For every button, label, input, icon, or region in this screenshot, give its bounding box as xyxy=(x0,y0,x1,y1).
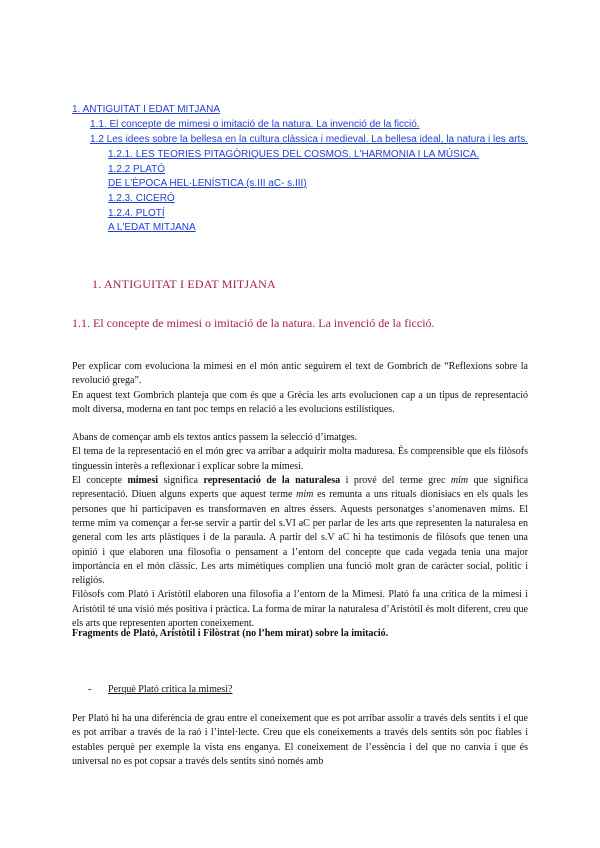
toc-link-1-1[interactable]: 1.1. El concepte de mimesi o imitació de la natura. La invenció de la ficció. xyxy=(90,119,420,130)
paragraph-plato-aristotil: Filòsofs com Plató i Aristòtil elaboren una filosofia a l’entorn de la Mimesi. Plató fa una crítica de la mimesi i Aristòtil té una visió més positiva i pràctica. La forma de mirar la naturalesa d’Aristòtil és molt diferent, creu que els arts que representen aporten coneixement. xyxy=(72,589,528,630)
toc-link-edat-mitjana[interactable]: A L'EDAT MITJANA xyxy=(108,222,196,233)
paragraph-mimesi-concept xyxy=(72,474,528,588)
table-of-contents xyxy=(72,104,532,234)
body-text-2 xyxy=(72,712,528,769)
bullet-dash: - xyxy=(88,684,92,695)
text-run: i prové del terme grec xyxy=(340,475,451,487)
toc-link-1-2-4[interactable]: 1.2.4. PLOTÍ xyxy=(108,208,165,219)
toc-link-1-2-3[interactable]: 1.2.3. CICERÓ xyxy=(108,193,175,204)
toc-link-1-2[interactable]: 1.2 Les idees sobre la bellesa en la cultura clàssica i medieval. La bellesa ideal, la natura i les arts. xyxy=(90,134,529,145)
term-mimesi: mimesi xyxy=(127,475,158,487)
bullet-question xyxy=(88,684,232,695)
text-run: significa xyxy=(157,475,204,487)
paragraph-images: Abans de començar amb els textos antics passem la selecció d’imatges. xyxy=(72,432,358,444)
term-mim: mim xyxy=(450,475,469,487)
term-mim-2: mim xyxy=(296,489,314,501)
toc-link-hellenistic[interactable]: DE L'ÈPOCA HEL·LENÍSTICA (s.III aC- s.III) xyxy=(108,178,307,189)
toc-link-1[interactable]: 1. ANTIGUITAT I EDAT MITJANA xyxy=(72,104,220,115)
question-text: Perquè Plató critica la mimesi? xyxy=(108,684,233,695)
body-text xyxy=(72,360,528,631)
heading-1: 1. ANTIGUITAT I EDAT MITJANA xyxy=(92,277,276,291)
text-run: es remunta a uns rituals dionisiacs en els quals les persones que hi participaven es transformaven en altres éssers. Aquests personatges s’anomenaven mims. El terme mim va començar a fer-se servir a partir del s.VI aC per parlar de les arts que representen la naturalesa en general com les arts plàstiques i de la paraula. A partir del s.V aC hi ha testimonis de filòsofs que tenen una opinió i que elaboren una filosofia o pensament a l’entorn del concepte que cada vegada tenia una major importància en el món clàssic. Les arts mimètiques complien una funció molt gran de caràcter social, polític i religiós. xyxy=(72,489,528,587)
text-run: que significa representació. Diuen alguns experts que aquest terme xyxy=(72,475,529,501)
paragraph-intro: Per explicar com evoluciona la mimesi en el món antic seguirem el text de Gombrich de “Reflexions sobre la revolució grega”. xyxy=(72,361,528,387)
heading-1-1: 1.1. El concepte de mimesi o imitació de la natura. La invenció de la ficció. xyxy=(72,316,435,330)
text-run: El concepte xyxy=(72,475,128,487)
toc-link-1-2-2[interactable]: 1.2.2 PLATÓ xyxy=(108,164,166,175)
paragraph-representation: El tema de la representació en el món grec va arribar a adquirir molta maduresa. És comprensible que els filòsofs tinguessin interès a reflexionar i explicar sobre la mimesi. xyxy=(72,446,528,472)
fragments-title: Fragments de Plató, Aristòtil i Filòstrat (no l’hem mirat) sobre la imitació. xyxy=(72,628,389,639)
paragraph-plato-knowledge: Per Plató hi ha una diferència de grau entre el coneixement que es pot arribar assolir a través dels sentits i el que es pot arribar a través de la raó i l’intel·lecte. Creu que els coneixements a través dels sentits són poc fiables i estables perquè per exemple la vista ens enganya. El coneixement de l’essència i del que no canvia i que és universal no es pot copsar a través dels sentits sinó només amb xyxy=(72,713,528,767)
toc-link-1-2-1[interactable]: 1.2.1. LES TEORIES PITAGÒRIQUES DEL COSMOS. L'HARMONIA I LA MÚSICA. xyxy=(108,149,480,160)
term-representacio: representació de la naturalesa xyxy=(203,475,341,487)
paragraph-gombrich: En aquest text Gombrich planteja que com és que a Grècia les arts evolucionen cap a un tipus de representació molt diversa, moderna en tant poc temps en relació a les evolucions estilístiques. xyxy=(72,389,528,415)
